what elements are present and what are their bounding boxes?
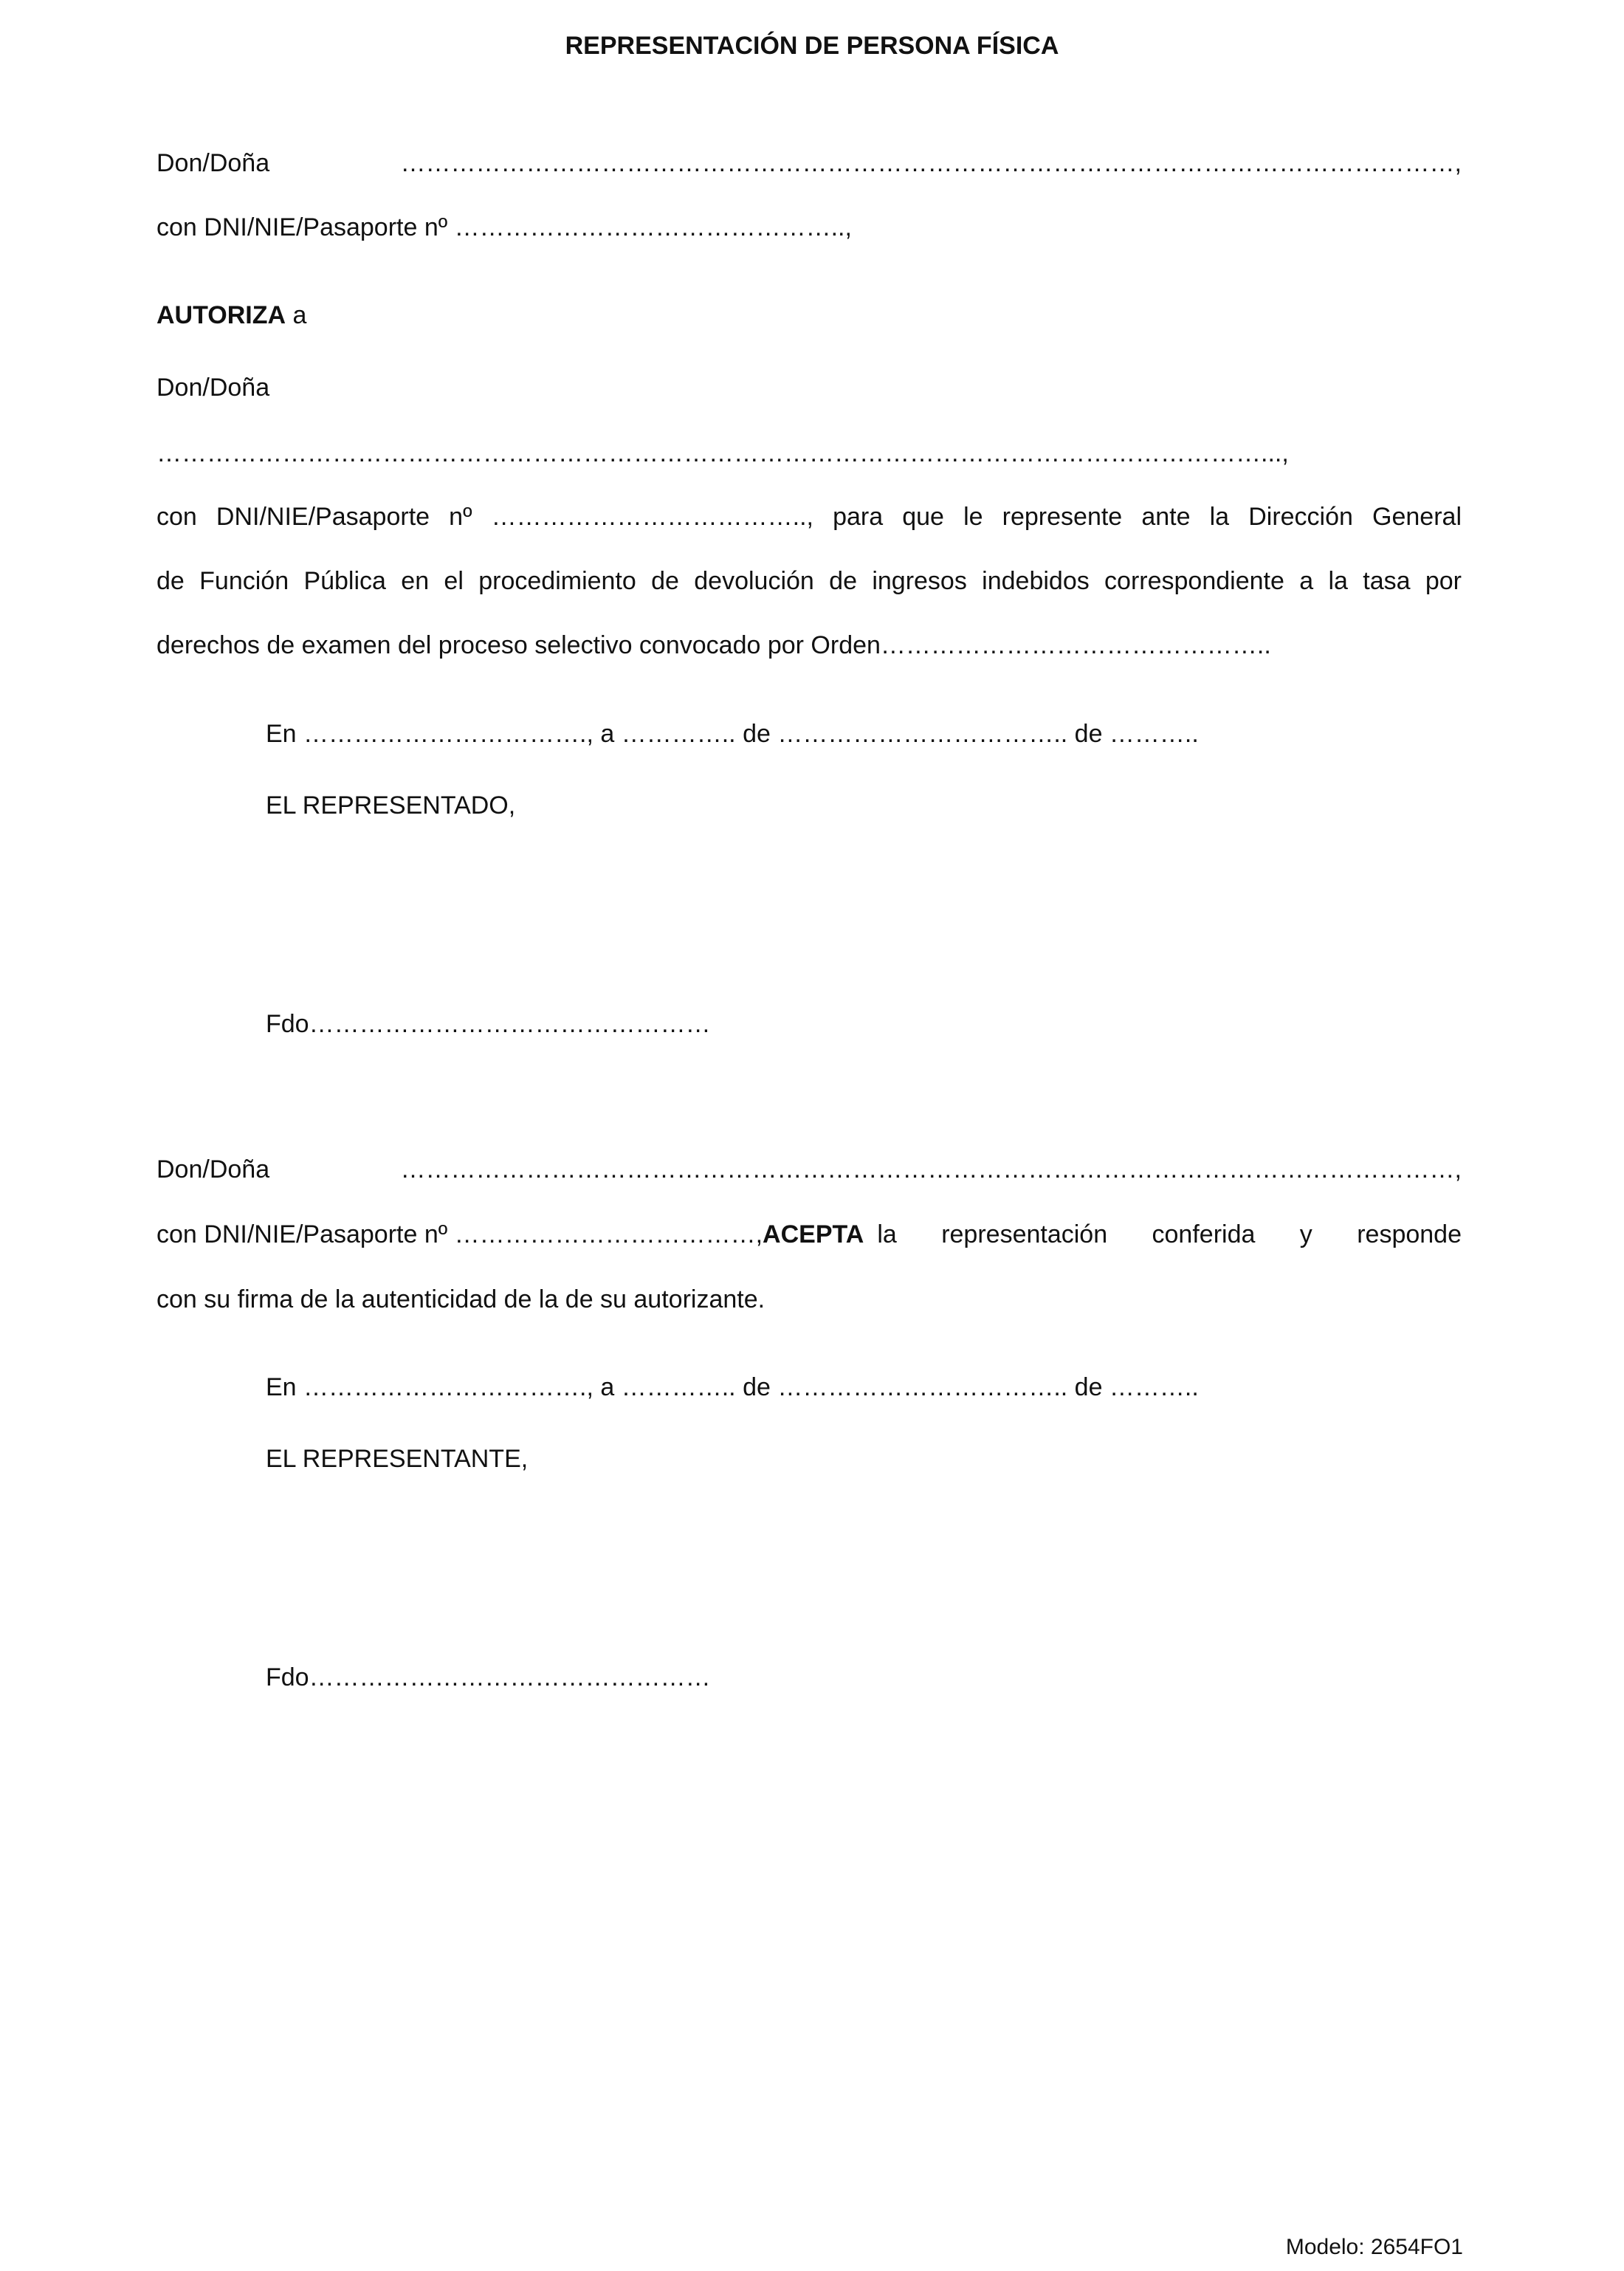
- signature1-role: EL REPRESENTADO,: [266, 791, 516, 820]
- signature2-role: EL REPRESENTANTE,: [266, 1445, 529, 1473]
- autoriza-line: [156, 299, 306, 331]
- represented-name-dots: ………………………………………………………………………………………………………………,: [400, 149, 1462, 177]
- model-number: Modelo: 2654FO1: [1285, 2235, 1463, 2259]
- acceptance-rest: la representación conferida y responde: [877, 1220, 1462, 1248]
- acceptance-dni-part: con DNI/NIE/Pasaporte nº ………………………………,: [156, 1220, 763, 1248]
- represented-name-label: Don/Doña: [156, 149, 270, 177]
- acceptance-name-line: [156, 1153, 1462, 1186]
- represented-dni-line: con DNI/NIE/Pasaporte nº ………………………………………..,: [156, 213, 852, 241]
- acepta-keyword: ACEPTA: [763, 1220, 864, 1248]
- acceptance-name-label: Don/Doña: [156, 1155, 270, 1183]
- representative-text-line2: de Función Pública en el procedimiento de devolución de ingresos indebidos correspondiente a la tasa por: [156, 567, 1462, 595]
- document-title: REPRESENTACIÓN DE PERSONA FÍSICA: [565, 32, 1059, 60]
- signature1-fdo: Fdo…………………………………………: [266, 1010, 711, 1038]
- acceptance-dni-line: [156, 1218, 1462, 1251]
- representative-text-line3: derechos de examen del proceso selectivo convocado por Orden………………………………………..: [156, 631, 1271, 659]
- signature2-date-line: En ……………………………., a ………….. de …………………………….. de ………..: [266, 1373, 1199, 1401]
- acceptance-name-dots: ………………………………………………………………………………………………………………,: [400, 1155, 1462, 1183]
- represented-name-line: [156, 147, 1462, 179]
- signature2-fdo: Fdo…………………………………………: [266, 1663, 711, 1691]
- acceptance-text-line2: con su firma de la autenticidad de la de su autorizante.: [156, 1285, 765, 1313]
- representative-name-dots-line: [156, 437, 1462, 470]
- autoriza-keyword: AUTORIZA: [156, 301, 286, 329]
- representative-name-dots: ……………………………………………………………………………………………………………………...,: [156, 439, 1289, 467]
- signature1-date-line: En ……………………………., a ………….. de …………………………….. de ………..: [266, 720, 1199, 748]
- autoriza-rest: a: [286, 301, 307, 329]
- representative-name-label: Don/Doña: [156, 374, 270, 402]
- representative-dni-line: con DNI/NIE/Pasaporte nº ……………………………….., para que le represente ante la Dirección General: [156, 503, 1462, 531]
